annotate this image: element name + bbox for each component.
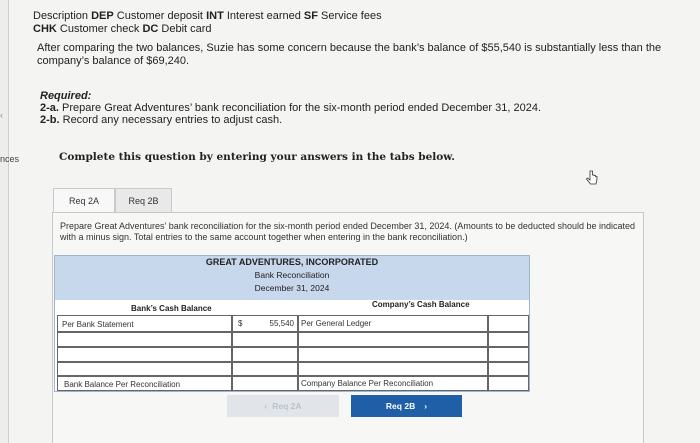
tab-req-2b[interactable]: Req 2B [115,188,172,213]
company-total-label-cell [298,376,488,391]
abbrev-meaning: Customer deposit [116,10,203,22]
bank-first-amount-cell [232,315,298,332]
company-total-label: Company Balance Per Reconciliation [301,379,434,388]
question-prompt: Prepare Great Adventures’ bank reconciliation for the six-month period ended December 31, 2024. (Amounts to be deducted should be indicated with a minus sign. Total entries to the same account together when entering in the bank reconciliation.) [60,221,636,242]
abbrev-meaning: Customer check [59,23,140,35]
abbrev-code: DC [142,23,159,35]
bank-total-label-cell [57,376,232,391]
prev-tab-label: Req 2A [272,401,302,411]
mouse-cursor-icon [585,170,599,186]
bank-adjustment-input[interactable] [57,347,232,362]
abbrev-code: INT [206,10,224,22]
bank-first-label-cell [57,315,232,332]
company-name: GREAT ADVENTURES, INCORPORATED [205,257,379,267]
bank-balance-header: Bank’s Cash Balance [131,304,212,313]
report-title: Bank Reconciliation [254,270,330,280]
bank-first-label: Per Bank Statement [62,320,134,329]
abbreviation-line-2 [33,23,212,36]
abbrev-code: CHK [33,23,57,35]
company-adjustment-input[interactable] [298,362,488,376]
required-item-text: Prepare Great Adventures’ bank reconciliation for the six-month period ended December 31, 2024. [62,102,542,114]
company-adjustment-input[interactable] [298,347,488,362]
currency-symbol: $ [238,319,243,328]
chevron-left-icon: ‹ [264,401,268,411]
report-date: December 31, 2024 [254,283,330,293]
bank-adjustment-input[interactable] [57,332,232,347]
tab-req-2a[interactable]: Req 2A [53,188,115,213]
required-item-2b [40,114,282,127]
company-first-amount-input[interactable] [488,315,529,332]
bank-adjustment-amount-input[interactable] [232,347,298,362]
abbrev-meaning: Debit card [161,23,212,35]
company-adjustment-amount-input[interactable] [488,332,529,347]
bank-adjustment-amount-input[interactable] [232,332,298,347]
bank-reconciliation-table [54,255,530,392]
problem-paragraph: After comparing the two balances, Suzie has some concern because the bank’s balance of $55,540 is substantially less than the company’s balance of $69,240. [37,42,662,67]
next-tab-label: Req 2B [385,401,416,411]
company-balance-header: Company’s Cash Balance [372,300,470,309]
required-item-number: 2-b. [40,114,60,126]
collapse-chevron-icon[interactable]: ‹ [0,110,3,120]
required-item-text: Record any necessary entries to adjust cash. [62,114,283,126]
abbrev-prefix: Description [33,10,89,22]
chevron-right-icon: › [424,401,428,411]
abbrev-code: DEP [91,10,114,22]
company-adjustment-amount-input[interactable] [488,362,529,376]
left-edge-strip [0,0,9,443]
company-adjustment-input[interactable] [298,332,488,347]
bank-adjustment-amount-input[interactable] [232,362,298,376]
abbrev-meaning: Interest earned [226,10,301,22]
abbrev-meaning: Service fees [321,10,382,22]
bank-adjustment-input[interactable] [57,362,232,376]
required-item-number: 2-a. [40,102,59,114]
company-first-label: Per General Ledger [301,319,372,328]
company-first-label-cell [298,315,488,332]
required-label: Required: [40,90,92,102]
next-tab-button[interactable] [351,395,462,417]
bank-total-amount-cell [232,376,298,391]
abbrev-code: SF [303,10,318,22]
company-total-amount-cell [488,376,529,391]
sidebar-label: nces [0,154,20,164]
company-adjustment-amount-input[interactable] [488,347,529,362]
tabs-instruction: Complete this question by entering your answers in the tabs below. [59,151,455,163]
bank-first-amount: 55,540 [269,319,294,328]
abbreviation-line-1 [33,10,382,23]
reconciliation-header [55,256,529,300]
bank-total-label: Bank Balance Per Reconciliation [64,380,181,389]
prev-tab-button[interactable] [227,395,339,417]
